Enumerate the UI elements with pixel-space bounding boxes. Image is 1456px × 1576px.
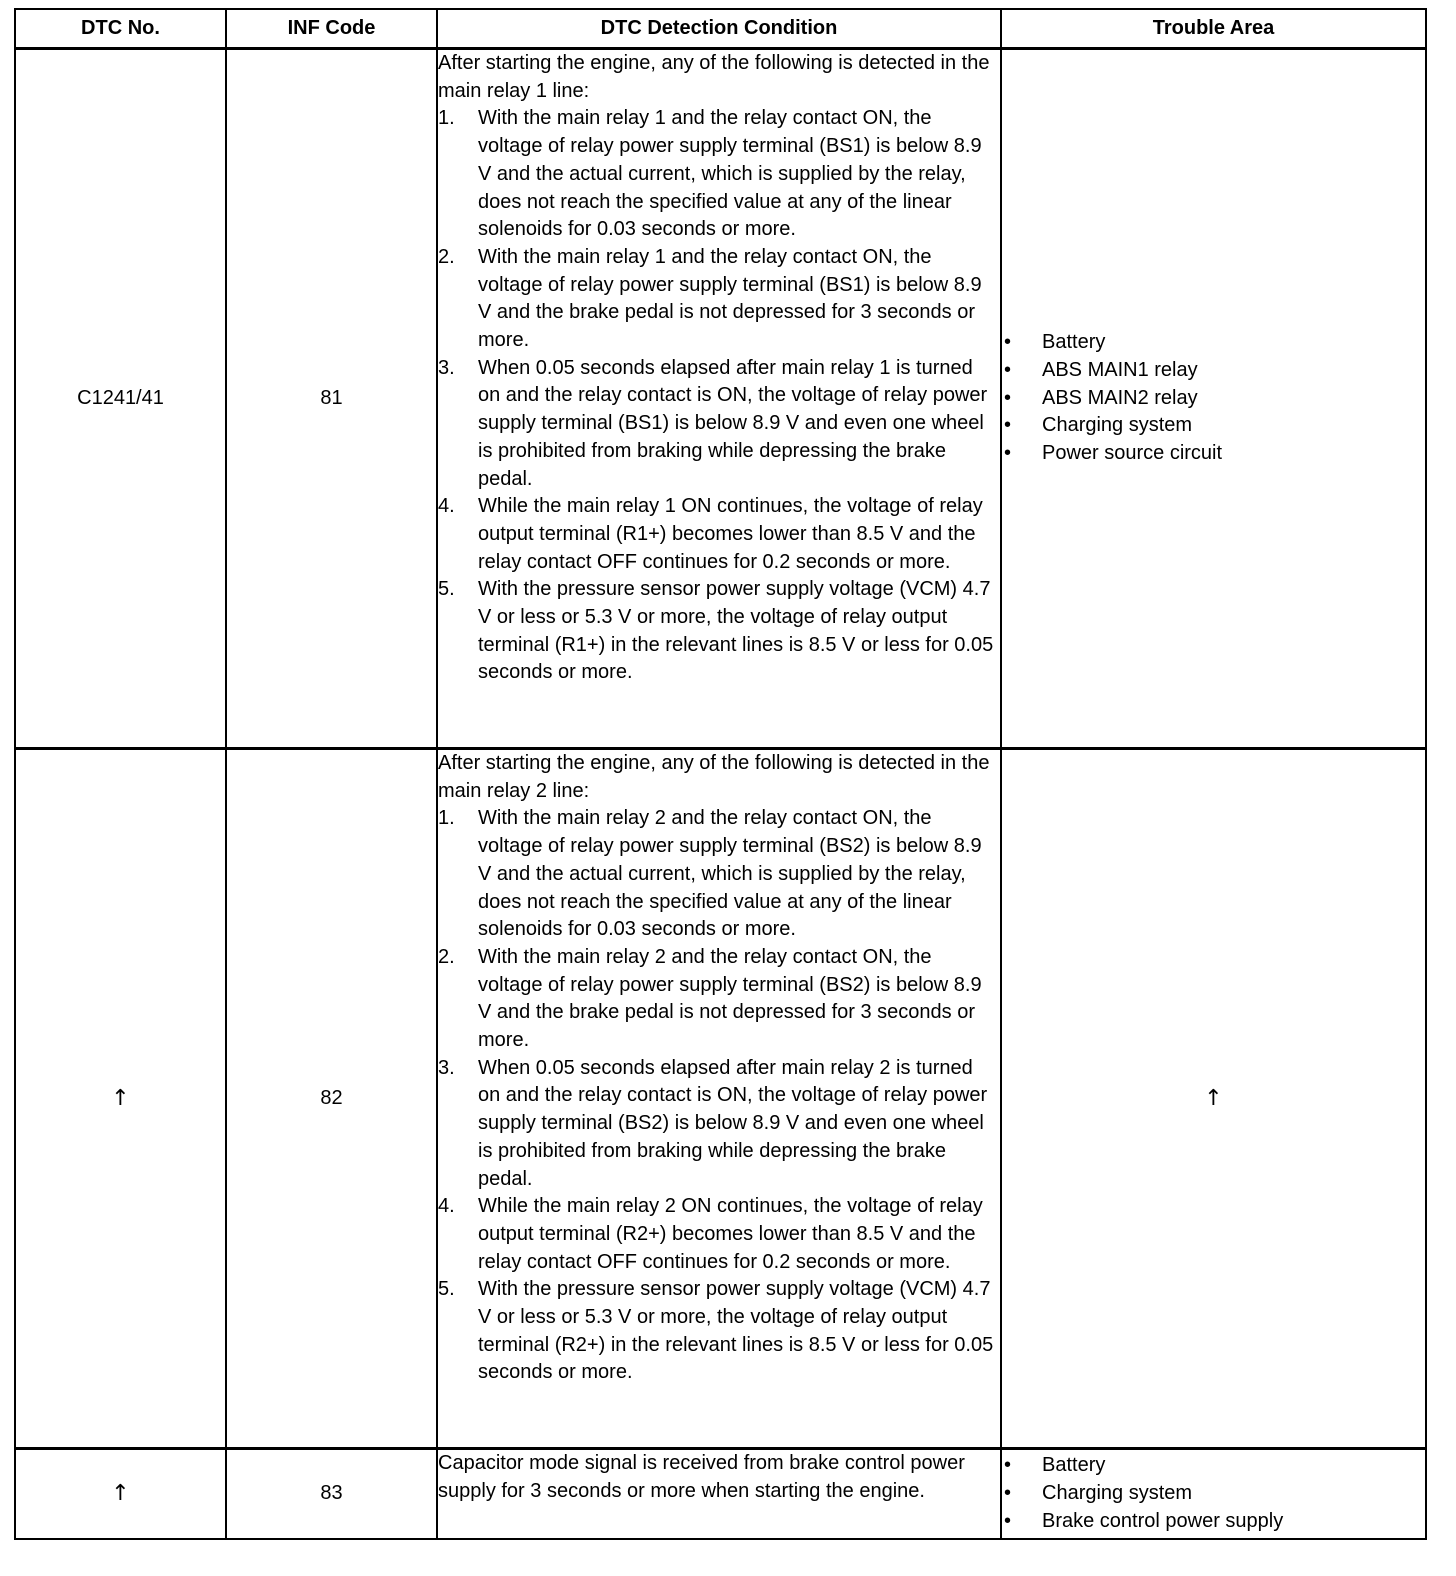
same-as-above-arrow: ↑ xyxy=(15,749,226,1449)
condition-intro: After starting the engine, any of the following is detected in the main relay 2 line: xyxy=(438,752,990,802)
step-text: When 0.05 seconds elapsed after main relay 2 is turned on and the relay contact is ON, the voltage of relay power supply terminal (BS2) is below 8.9 V and even one wheel is prohibited from braking while depressing the brake pedal. xyxy=(478,1056,988,1190)
dtc-table xyxy=(14,8,1427,1540)
inf-code-cell: 81 xyxy=(226,49,437,749)
step-text: With the pressure sensor power supply voltage (VCM) 4.7 V or less or 5.3 V or more, the voltage of relay output terminal (R2+) in the relevant lines is 8.5 V or less for 0.05 seconds or more. xyxy=(478,1278,994,1384)
trouble-area-item: • ABS MAIN2 relay xyxy=(1002,385,1425,413)
header-condition: DTC Detection Condition xyxy=(437,9,1001,49)
step-text: When 0.05 seconds elapsed after main relay 1 is turned on and the relay contact is ON, the voltage of relay power supply terminal (BS1) is below 8.9 V and even one wheel is prohibited from braking while depressing the brake pedal. xyxy=(478,356,988,490)
table-row xyxy=(15,49,1426,749)
condition-step xyxy=(438,1055,1000,1194)
step-text: While the main relay 1 ON continues, the voltage of relay output terminal (R1+) becomes lower than 8.5 V and the relay contact OFF continues for 0.2 seconds or more. xyxy=(478,495,983,573)
table-row xyxy=(15,1449,1426,1540)
trouble-area-cell xyxy=(1001,1449,1426,1540)
condition-cell xyxy=(437,49,1001,749)
step-text: While the main relay 2 ON continues, the voltage of relay output terminal (R2+) becomes lower than 8.5 V and the relay contact OFF continues for 0.2 seconds or more. xyxy=(478,1195,983,1273)
header-trouble-area: Trouble Area xyxy=(1001,9,1426,49)
dtc-no-cell: C1241/41 xyxy=(15,49,226,749)
trouble-area-item: • Brake control power supply xyxy=(1002,1508,1425,1536)
inf-code-cell: 82 xyxy=(226,749,437,1449)
condition-step xyxy=(438,1193,1000,1276)
condition-step xyxy=(438,493,1000,576)
header-dtc-no: DTC No. xyxy=(15,9,226,49)
condition-cell xyxy=(437,749,1001,1449)
header-row xyxy=(15,9,1426,49)
step-text: With the main relay 2 and the relay contact ON, the voltage of relay power supply terminal (BS2) is below 8.9 V and the brake pedal is not depressed for 3 seconds or more. xyxy=(478,945,982,1052)
step-number: 1. xyxy=(438,107,455,130)
inf-code-cell: 83 xyxy=(226,1449,437,1540)
table-row xyxy=(15,749,1426,1449)
trouble-area-list xyxy=(1002,329,1425,468)
condition-intro: After starting the engine, any of the following is detected in the main relay 1 line: xyxy=(438,52,990,102)
step-number: 5. xyxy=(438,578,455,601)
step-number: 5. xyxy=(438,1278,455,1301)
step-number: 3. xyxy=(438,356,455,379)
same-as-above-arrow: ↑ xyxy=(15,1449,226,1540)
step-number: 4. xyxy=(438,1195,455,1218)
same-as-above-arrow: ↑ xyxy=(1001,749,1426,1449)
trouble-area-item: • Charging system xyxy=(1002,412,1425,440)
step-text: With the pressure sensor power supply voltage (VCM) 4.7 V or less or 5.3 V or more, the voltage of relay output terminal (R1+) in the relevant lines is 8.5 V or less for 0.05 seconds or more. xyxy=(478,578,994,684)
trouble-area-item: • Battery xyxy=(1002,329,1425,357)
trouble-area-item: • Charging system xyxy=(1002,1480,1425,1508)
trouble-area-list xyxy=(1002,1452,1425,1535)
condition-step xyxy=(438,805,1000,944)
condition-step xyxy=(438,1276,1000,1387)
condition-step xyxy=(438,105,1000,244)
header-inf-code: INF Code xyxy=(226,9,437,49)
condition-step xyxy=(438,244,1000,355)
condition-steps xyxy=(438,805,1000,1387)
trouble-area-item: • Power source circuit xyxy=(1002,440,1425,468)
condition-step xyxy=(438,576,1000,687)
step-text: With the main relay 1 and the relay contact ON, the voltage of relay power supply terminal (BS1) is below 8.9 V and the brake pedal is not depressed for 3 seconds or more. xyxy=(478,245,982,352)
trouble-area-cell xyxy=(1001,49,1426,749)
trouble-area-item: • Battery xyxy=(1002,1452,1425,1480)
condition-cell xyxy=(437,1449,1001,1540)
condition-steps xyxy=(438,105,1000,687)
step-number: 3. xyxy=(438,1056,455,1079)
condition-intro: Capacitor mode signal is received from brake control power supply for 3 seconds or more when starting the engine. xyxy=(438,1452,965,1502)
condition-step xyxy=(438,944,1000,1055)
trouble-area-item: • ABS MAIN1 relay xyxy=(1002,357,1425,385)
step-text: With the main relay 2 and the relay contact ON, the voltage of relay power supply terminal (BS2) is below 8.9 V and the actual current, which is supplied by the relay, does not reach the specified value at any of the linear solenoids for 0.03 seconds or more. xyxy=(478,807,982,941)
step-number: 1. xyxy=(438,807,455,830)
step-number: 2. xyxy=(438,245,455,268)
step-text: With the main relay 1 and the relay contact ON, the voltage of relay power supply terminal (BS1) is below 8.9 V and the actual current, which is supplied by the relay, does not reach the specified value at any of the linear solenoids for 0.03 seconds or more. xyxy=(478,107,982,241)
step-number: 2. xyxy=(438,945,455,968)
condition-step xyxy=(438,355,1000,494)
step-number: 4. xyxy=(438,495,455,518)
